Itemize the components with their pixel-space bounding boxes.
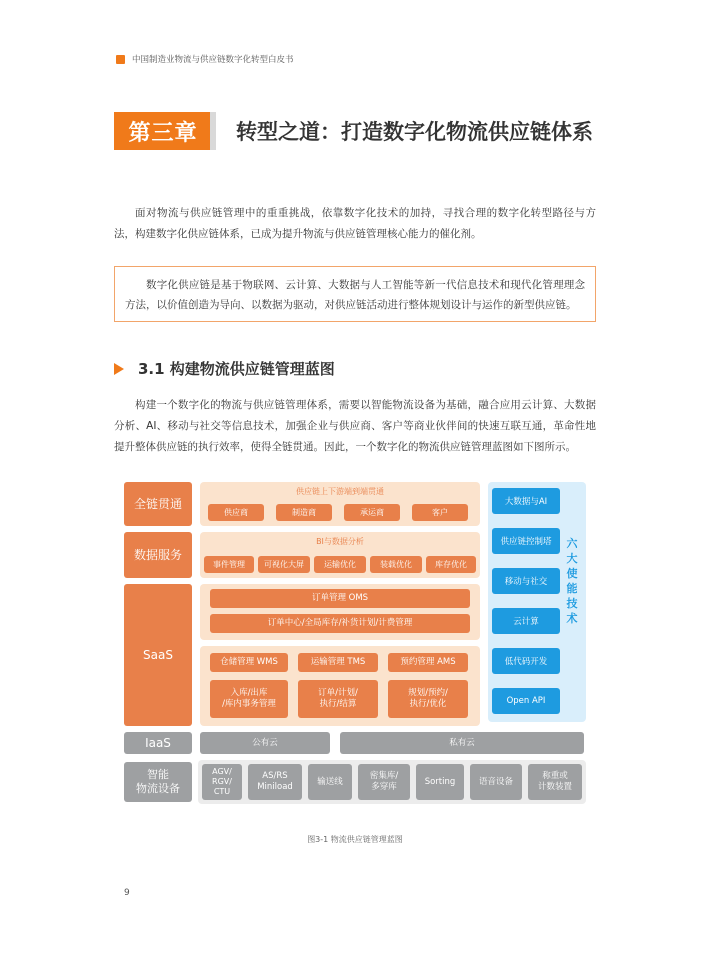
bi-item: 可视化大屏 xyxy=(258,556,310,573)
header-square-icon xyxy=(116,55,125,64)
wms-detail: 入库/出库 /库内事务管理 xyxy=(210,680,288,718)
intro-paragraph: 面对物流与供应链管理中的重重挑战，依靠数字化技术的加持，寻找合理的数字化转型路径与方法，构建数字化供应链体系，已成为提升物流与供应链管理核心能力的催化剂。 xyxy=(114,207,596,240)
chain-item: 制造商 xyxy=(276,504,332,521)
device-item: 语音设备 xyxy=(470,764,522,800)
section-title: 3.1 构建物流供应链管理蓝图 xyxy=(138,360,335,378)
bi-item: 运输优化 xyxy=(314,556,366,573)
layer-label-iaas: IaaS xyxy=(124,732,192,754)
figure-caption: 图3-1 物流供应链管理蓝图 xyxy=(307,835,403,844)
enabler-item: 大数据与AI xyxy=(492,488,560,514)
tms-title: 运输管理 TMS xyxy=(298,653,378,672)
section-paragraph: 构建一个数字化的物流与供应链管理体系，需要以智能物流设备为基础，融合应用云计算、大数据分析、AI、移动与社交等信息技术，加强企业与供应商、客户等商业伙伴间的快速互联互通，革命性地提升整体供应链的执行效率，使得全链贯通。因此，一个数字化的物流供应链管理蓝图如下图所示。 xyxy=(114,399,596,453)
chapter-title: 转型之道：打造数字化物流供应链体系 xyxy=(236,120,593,144)
page-number: 9 xyxy=(124,888,130,898)
blueprint-diagram xyxy=(124,476,586,806)
chain-item: 承运商 xyxy=(344,504,400,521)
layer-label-chain: 全链贯通 xyxy=(124,482,192,526)
device-item: 输送线 xyxy=(308,764,352,800)
device-item: 密集库/ 多穿库 xyxy=(358,764,410,800)
chain-item: 客户 xyxy=(412,504,468,521)
bi-item: 事件管理 xyxy=(204,556,254,573)
enablers-label: 六大使能技术 xyxy=(566,537,578,625)
header-title: 中国制造业物流与供应链数字化转型白皮书 xyxy=(132,55,294,65)
layer-label-devices: 智能 物流设备 xyxy=(124,762,192,802)
enabler-item: Open API xyxy=(492,688,560,714)
layer-label-data: 数据服务 xyxy=(124,532,192,578)
chapter-tag-shadow xyxy=(210,112,216,150)
chain-panel-title: 供应链上下游端到端贯通 xyxy=(296,487,384,496)
wms-title: 仓储管理 WMS xyxy=(210,653,288,672)
triangle-bullet-icon xyxy=(114,363,124,375)
device-item: AS/RS Miniload xyxy=(248,764,302,800)
device-item: AGV/ RGV/ CTU xyxy=(202,764,242,800)
device-item: 称重或 计数装置 xyxy=(528,764,582,800)
enabler-item: 低代码开发 xyxy=(492,648,560,674)
ams-detail: 规划/预约/ 执行/优化 xyxy=(388,680,468,718)
bi-panel-title: BI与数据分析 xyxy=(316,537,364,546)
enabler-item: 供应链控制塔 xyxy=(492,528,560,554)
tms-detail: 订单/计划/ 执行/结算 xyxy=(298,680,378,718)
oms-title: 订单管理 OMS xyxy=(210,589,470,608)
iaas-private-cloud: 私有云 xyxy=(340,732,584,754)
bi-item: 装载优化 xyxy=(370,556,422,573)
ams-title: 预约管理 AMS xyxy=(388,653,468,672)
chain-item: 供应商 xyxy=(208,504,264,521)
chapter-heading xyxy=(114,112,593,150)
enabler-item: 移动与社交 xyxy=(492,568,560,594)
enabler-item: 云计算 xyxy=(492,608,560,634)
iaas-public-cloud: 公有云 xyxy=(200,732,330,754)
chapter-tag: 第三章 xyxy=(114,112,212,150)
bi-item: 库存优化 xyxy=(426,556,476,573)
definition-callout: 数字化供应链是基于物联网、云计算、大数据与人工智能等新一代信息技术和现代化管理理念方法，以价值创造为导向、以数据为驱动，对供应链活动进行整体规划设计与运作的新型供应链。 xyxy=(114,266,596,322)
layer-label-saas: SaaS xyxy=(124,584,192,726)
running-header xyxy=(116,52,294,66)
device-item: Sorting xyxy=(416,764,464,800)
oms-subtitle: 订单中心/全局库存/补货计划/计费管理 xyxy=(210,614,470,633)
section-heading xyxy=(114,358,335,379)
